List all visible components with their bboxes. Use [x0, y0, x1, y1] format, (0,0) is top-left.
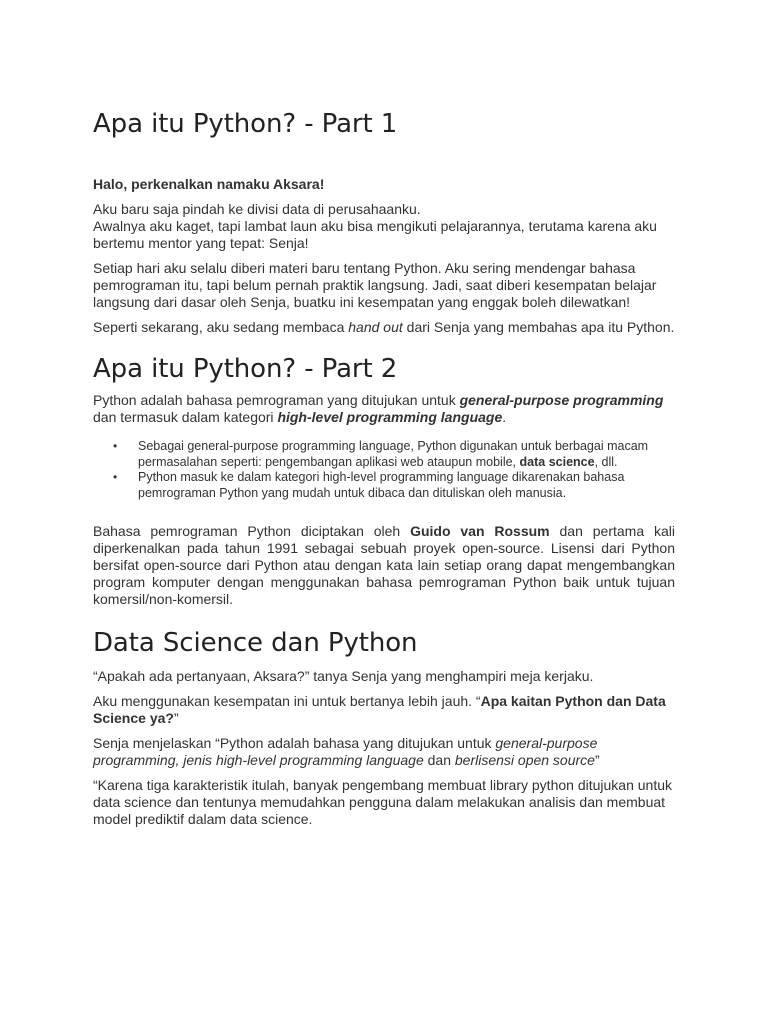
list-item — [93, 439, 675, 470]
greeting-text: Halo, perkenalkan namaku Aksara! — [93, 176, 325, 192]
dialogue-paragraph-4: “Karena tiga karakteristik itulah, banyak pengembang membuat library python ditujukan untuk data science dan tentunya memudahkan pengguna dalam melakukan analisis dan membuat model prediktif dalam data science. — [93, 777, 672, 827]
general-purpose-term: general-purpose programming — [459, 392, 664, 408]
history-text-c: dan pertama kali diperkenalkan pada tahun 1991 sebagai sebuah proyek open-source. Lisensi dari Python bersifat open-source dari Python atau dengan kata lain setiap orang dapat mengembangkan program komputer dengan menggunakan bahasa pemrograman Python baik untuk tujuan komersil/non-komersil. — [93, 523, 675, 607]
definition-text-c: dan termasuk dalam kategori — [93, 409, 278, 425]
dialogue-paragraph-2 — [93, 693, 675, 727]
high-level-term: high-level programming language — [277, 409, 503, 425]
dialogue-2-text-c: ” — [173, 710, 179, 726]
heading-part-1: Apa itu Python? - Part 1 — [93, 109, 398, 139]
heading-data-science: Data Science dan Python — [93, 628, 418, 658]
list-item — [93, 470, 675, 501]
data-science-term: data science — [519, 454, 595, 469]
intro-paragraph-1 — [93, 201, 675, 252]
document-content — [93, 107, 675, 828]
dialogue-3-text-e: ” — [594, 752, 600, 768]
python-bullet-list — [93, 439, 675, 501]
dialogue-3-italic-d: berlisensi open source — [454, 752, 595, 768]
guido-name: Guido van Rossum — [410, 523, 550, 539]
dialogue-paragraph-3 — [93, 735, 675, 769]
dialogue-3-italic-b: general-purpose programming, jenis high-level programming language — [93, 735, 598, 768]
intro-p3-text-a: Seperti sekarang, aku sedang membaca — [93, 319, 349, 335]
hand-out-term: hand out — [348, 319, 403, 335]
definition-text-e: . — [502, 409, 507, 425]
dialogue-paragraph-1: “Apakah ada pertanyaan, Aksara?” tanya Senja yang menghampiri meja kerjaku. — [93, 668, 594, 684]
python-definition-paragraph — [93, 392, 675, 426]
bullet-2-text: Python masuk ke dalam kategori high-level programming language dikarenakan bahasa pemrograman Python yang mudah untuk dibaca dan dituliskan oleh manusia. — [138, 470, 625, 500]
intro-line-2: Awalnya aku kaget, tapi lambat laun aku bisa mengikuti pelajarannya, terutama karena aku bertemu mentor yang tepat: Senja! — [93, 218, 657, 251]
history-text-a: Bahasa pemrograman Python diciptakan oleh — [93, 523, 411, 539]
dialogue-3-text-a: Senja menjelaskan “Python adalah bahasa yang ditujukan untuk — [93, 735, 496, 751]
heading-part-2: Apa itu Python? - Part 2 — [93, 354, 398, 384]
bullet-icon: • — [113, 470, 118, 484]
python-history-paragraph — [93, 523, 675, 608]
bullet-1-text-c: , dll. — [594, 454, 618, 469]
intro-paragraph-2: Setiap hari aku selalu diberi materi baru tentang Python. Aku sering mendengar bahasa pemrograman itu, tapi belum pernah praktik langsung. Jadi, saat diberi kesempatan belajar langsung dari dasar oleh Senja, buatku ini kesempatan yang enggak boleh dilewatkan! — [93, 260, 657, 310]
intro-paragraph-3 — [93, 319, 675, 336]
question-text: Apa kaitan Python dan Data Science ya? — [93, 693, 666, 726]
intro-line-1: Aku baru saja pindah ke divisi data di perusahaanku. — [93, 201, 421, 217]
dialogue-3-text-c: dan — [423, 752, 455, 768]
definition-text-a: Python adalah bahasa pemrograman yang ditujukan untuk — [93, 392, 460, 408]
bullet-icon: • — [113, 439, 118, 453]
bullet-1-text-a: Sebagai general-purpose programming language, Python digunakan untuk berbagai macam permasalahan seperti: pengembangan aplikasi web ataupun mobile, — [138, 439, 649, 469]
intro-p3-text-b: dari Senja yang membahas apa itu Python. — [402, 319, 675, 335]
dialogue-2-text-a: Aku menggunakan kesempatan ini untuk bertanya lebih jauh. “ — [93, 693, 481, 709]
